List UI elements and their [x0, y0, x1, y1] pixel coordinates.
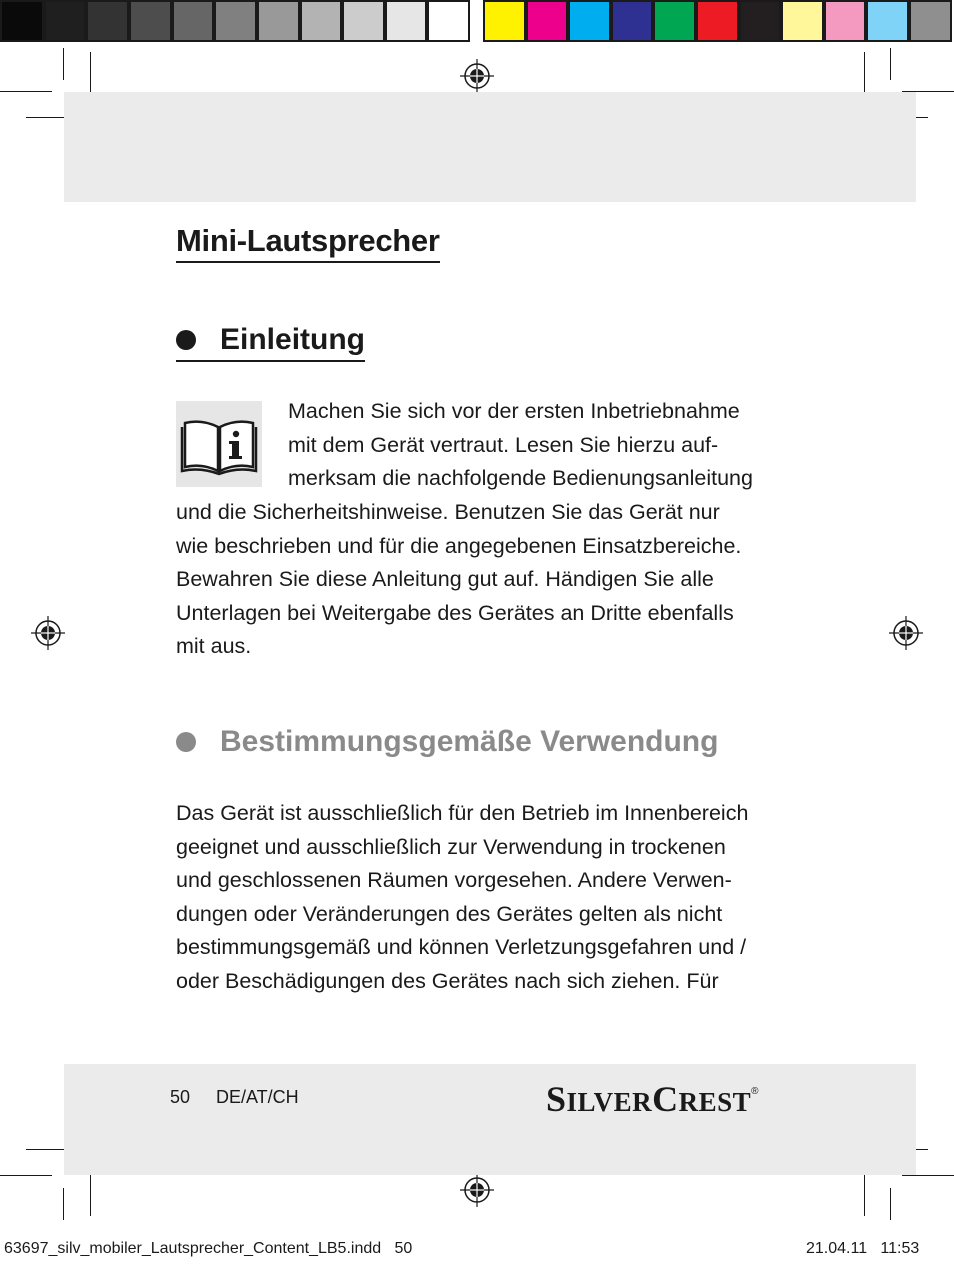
footer-band	[64, 1064, 916, 1175]
gray-calibration-strip	[0, 0, 470, 46]
text-line: oder Beschädigungen des Gerätes nach sich ziehen. Für	[176, 968, 719, 993]
section-heading-text: Einleitung	[220, 323, 365, 356]
text-line: Unterlagen bei Weitergabe des Gerätes an Dritte ebenfalls	[176, 600, 734, 625]
text-line: mit dem Gerät vertraut. Lesen Sie hierzu auf-	[288, 432, 719, 457]
text-line: wie beschrieben und für die angegebenen Einsatzbereiche.	[176, 533, 742, 558]
color-swatch	[824, 0, 866, 42]
info-book-icon	[176, 401, 262, 487]
page-number: 50	[170, 1087, 191, 1107]
gray-swatch	[86, 0, 129, 42]
gray-swatch	[172, 0, 214, 42]
gray-swatch	[385, 0, 427, 42]
crop-mark	[0, 1175, 52, 1176]
bullet-icon	[176, 732, 196, 752]
registration-mark-icon	[460, 1173, 494, 1207]
color-swatch	[866, 0, 909, 42]
registration-mark-icon	[460, 59, 494, 93]
gray-swatch	[257, 0, 300, 42]
color-swatch	[526, 0, 568, 42]
color-calibration-strip	[483, 0, 952, 46]
crop-mark	[0, 91, 52, 92]
region-label: DE/AT/CH	[216, 1087, 299, 1107]
color-swatch	[781, 0, 824, 42]
gray-swatch	[300, 0, 342, 42]
text-line: und geschlossenen Räumen vorgesehen. Andere Verwen-	[176, 868, 732, 893]
color-swatch	[611, 0, 653, 42]
logo-letters: REST	[678, 1087, 752, 1117]
text-line: Bewahren Sie diese Anleitung gut auf. Händigen Sie alle	[176, 567, 714, 592]
text-line: Das Gerät ist ausschließlich für den Betrieb im Innenbereich	[176, 801, 749, 825]
registration-mark-icon	[889, 616, 923, 650]
crop-mark	[63, 48, 64, 80]
gray-swatch	[44, 0, 86, 42]
text-line: mit aus.	[176, 634, 252, 659]
gray-swatch	[342, 0, 385, 42]
section-heading-text: Bestimmungsgemäße Verwendung	[220, 725, 719, 758]
text-line: geeignet und ausschließlich zur Verwendung in trockenen	[176, 834, 726, 859]
logo-letter: S	[546, 1079, 567, 1119]
text-line: dungen oder Veränderungen des Gerätes gelten als nicht	[176, 901, 723, 926]
gray-swatch	[129, 0, 172, 42]
gray-swatch	[427, 0, 470, 42]
intro-paragraph-continued	[176, 496, 741, 664]
crop-mark	[63, 1188, 64, 1220]
document-title: Mini-Lautsprecher	[176, 223, 440, 263]
text-line: und die Sicherheitshinweise. Benutzen Sie das Gerät nur	[176, 500, 720, 524]
bullet-icon	[176, 330, 196, 350]
gray-swatch	[0, 0, 44, 42]
text-line: merksam die nachfolgende Bedienungsanleitung	[288, 466, 753, 491]
color-swatch	[739, 0, 781, 42]
color-swatch	[696, 0, 739, 42]
intro-paragraph	[288, 395, 753, 496]
gray-swatch	[214, 0, 257, 42]
color-swatch	[483, 0, 526, 42]
section-heading-intro	[176, 322, 365, 362]
logo-letter: C	[652, 1079, 679, 1119]
registration-mark-icon	[31, 616, 65, 650]
crop-mark	[890, 48, 891, 80]
logo-letters: ILVER	[566, 1087, 653, 1117]
text-line: Machen Sie sich vor der ersten Inbetriebnahme	[288, 399, 740, 423]
color-swatch	[909, 0, 952, 42]
slug-datetime: 21.04.11 11:53	[806, 1240, 920, 1257]
silvercrest-logo	[546, 1078, 759, 1120]
color-swatch	[653, 0, 696, 42]
header-band	[64, 92, 916, 202]
section-heading-intended-use	[176, 724, 718, 760]
color-swatch	[568, 0, 611, 42]
crop-mark	[902, 1175, 954, 1176]
slug-filename: 63697_silv_mobiler_Lautsprecher_Content_LB5.indd 50	[4, 1240, 413, 1257]
crop-mark	[890, 1188, 891, 1220]
intended-use-paragraph	[176, 797, 748, 999]
registered-mark: ®	[751, 1086, 759, 1097]
text-line: bestimmungsgemäß und können Verletzungsgefahren und /	[176, 935, 747, 960]
